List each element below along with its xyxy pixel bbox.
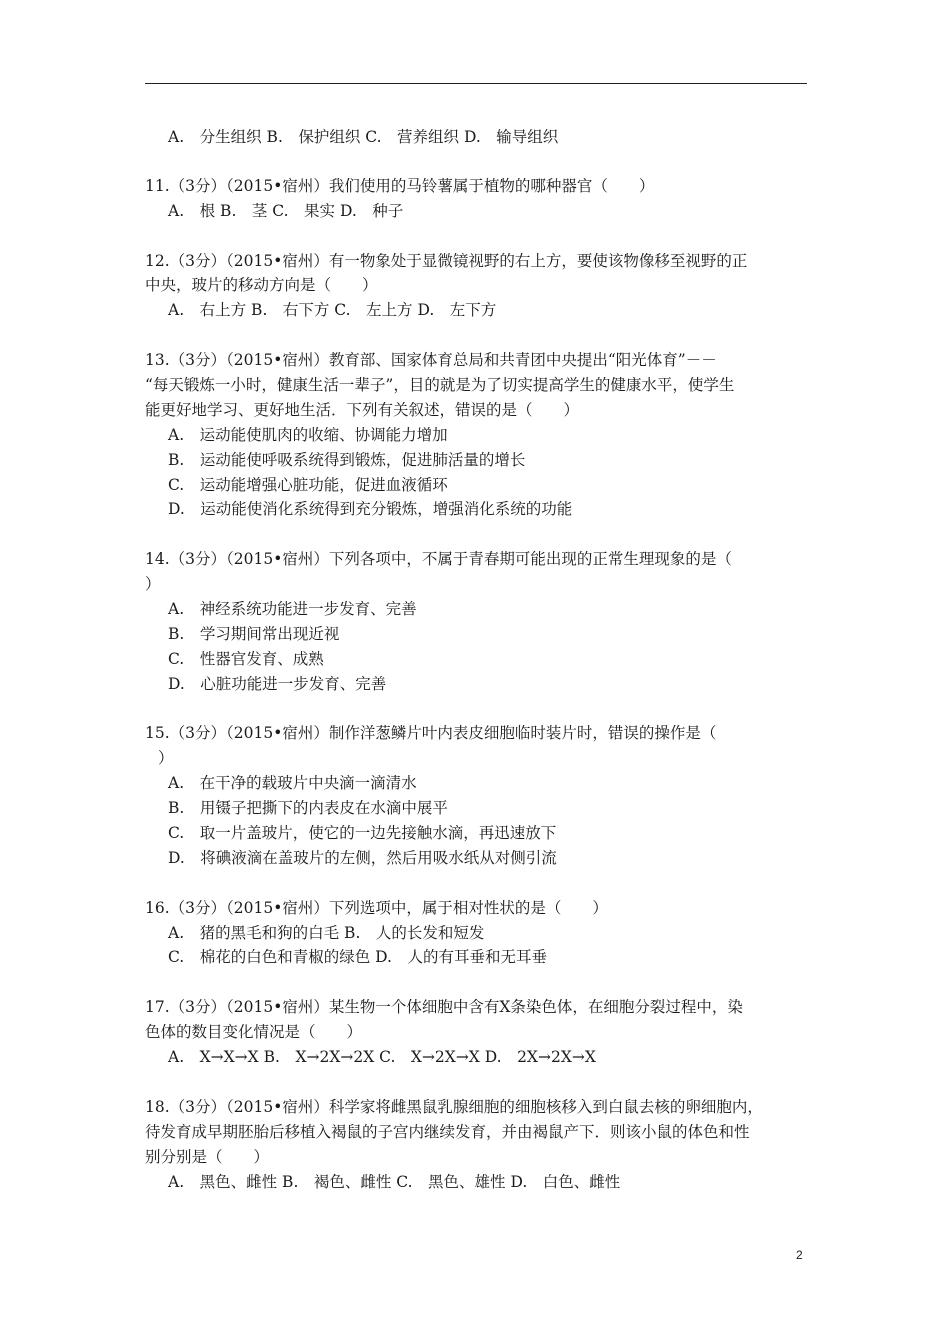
q14-option-d: D. 心脏功能进一步发育、完善	[168, 675, 387, 693]
q15-option-b: B. 用镊子把撕下的内表皮在水滴中展平	[168, 799, 448, 817]
q14-option-c: C. 性器官发育、成熟	[168, 650, 324, 668]
q13-option-c: C. 运动能增强心脏功能，促进血液循环	[168, 476, 448, 494]
q13-stem-line3: 能更好地学习、更好地生活．下列有关叙述，错误的是（ ）	[145, 401, 580, 419]
q18-stem-line1: 18.（3分）（2015•宿州）科学家将雌黑鼠乳腺细胞的细胞核移入到白鼠去核的卵细胞内，	[145, 1098, 763, 1116]
header-rule	[145, 83, 807, 84]
q16-options-ab: A. 猪的黑毛和狗的白毛 B. 人的长发和短发	[168, 924, 485, 942]
page-number: 2	[796, 1248, 803, 1262]
q15-option-c: C. 取一片盖玻片，使它的一边先接触水滴，再迅速放下	[168, 824, 557, 842]
q13-stem-line1: 13.（3分）（2015•宿州）教育部、国家体育总局和共青团中央提出“阳光体育”－－	[145, 351, 717, 369]
q16-options-cd: C. 棉花的白色和青椒的绿色 D. 人的有耳垂和无耳垂	[168, 948, 547, 966]
q17-stem-line1: 17.（3分）（2015•宿州）某生物一个体细胞中含有X条染色体，在细胞分裂过程中，染	[145, 998, 743, 1016]
q14-option-a: A. 神经系统功能进一步发育、完善	[168, 600, 417, 618]
q11-stem: 11.（3分）（2015•宿州）我们使用的马铃薯属于植物的哪种器官（ ）	[145, 177, 655, 195]
q15-option-a: A. 在干净的载玻片中央滴一滴清水	[168, 774, 417, 792]
q18-stem-line2: 待发育成早期胚胎后移植入褐鼠的子宫内继续发育，并由褐鼠产下．则该小鼠的体色和性	[145, 1123, 750, 1141]
q13-stem-line2: “每天锻炼一小时，健康生活一辈子”，目的就是为了切实提高学生的健康水平，使学生	[145, 376, 735, 394]
q14-stem-line2: ）	[145, 575, 161, 593]
q17-stem-line2: 色体的数目变化情况是（ ）	[145, 1023, 363, 1041]
q13-option-b: B. 运动能使呼吸系统得到锻炼，促进肺活量的增长	[168, 451, 526, 469]
q12-stem-line2: 中央，玻片的移动方向是（ ）	[145, 276, 378, 294]
q13-option-d: D. 运动能使消化系统得到充分锻炼，增强消化系统的功能	[168, 500, 573, 518]
q18-options: A. 黑色、雌性 B. 褐色、雌性 C. 黑色、雄性 D. 白色、雌性	[168, 1173, 621, 1191]
q18-stem-line3: 别分别是（ ）	[145, 1148, 270, 1166]
q12-stem-line1: 12.（3分）（2015•宿州）有一物象处于显微镜视野的右上方，要使该物像移至视野的正	[145, 252, 748, 270]
q10-options: A. 分生组织 B. 保护组织 C. 营养组织 D. 输导组织	[168, 128, 559, 146]
q11-options: A. 根 B. 茎 C. 果实 D. 种子	[168, 202, 404, 220]
q15-stem-line2: ）	[158, 749, 174, 767]
q15-option-d: D. 将碘液滴在盖玻片的左侧，然后用吸水纸从对侧引流	[168, 849, 557, 867]
q14-option-b: B. 学习期间常出现近视	[168, 625, 340, 643]
q15-stem-line1: 15.（3分）（2015•宿州）制作洋葱鳞片叶内表皮细胞临时装片时，错误的操作是（	[145, 724, 717, 742]
q12-options: A. 右上方 B. 右下方 C. 左上方 D. 左下方	[168, 301, 497, 319]
q16-stem: 16.（3分）（2015•宿州）下列选项中，属于相对性状的是（ ）	[145, 899, 608, 917]
q17-options: A. X→X→X B. X→2X→2X C. X→2X→X D. 2X→2X→X	[168, 1048, 596, 1066]
q13-option-a: A. 运动能使肌肉的收缩、协调能力增加	[168, 426, 448, 444]
q14-stem-line1: 14.（3分）（2015•宿州）下列各项中，不属于青春期可能出现的正常生理现象的是（	[145, 550, 732, 568]
